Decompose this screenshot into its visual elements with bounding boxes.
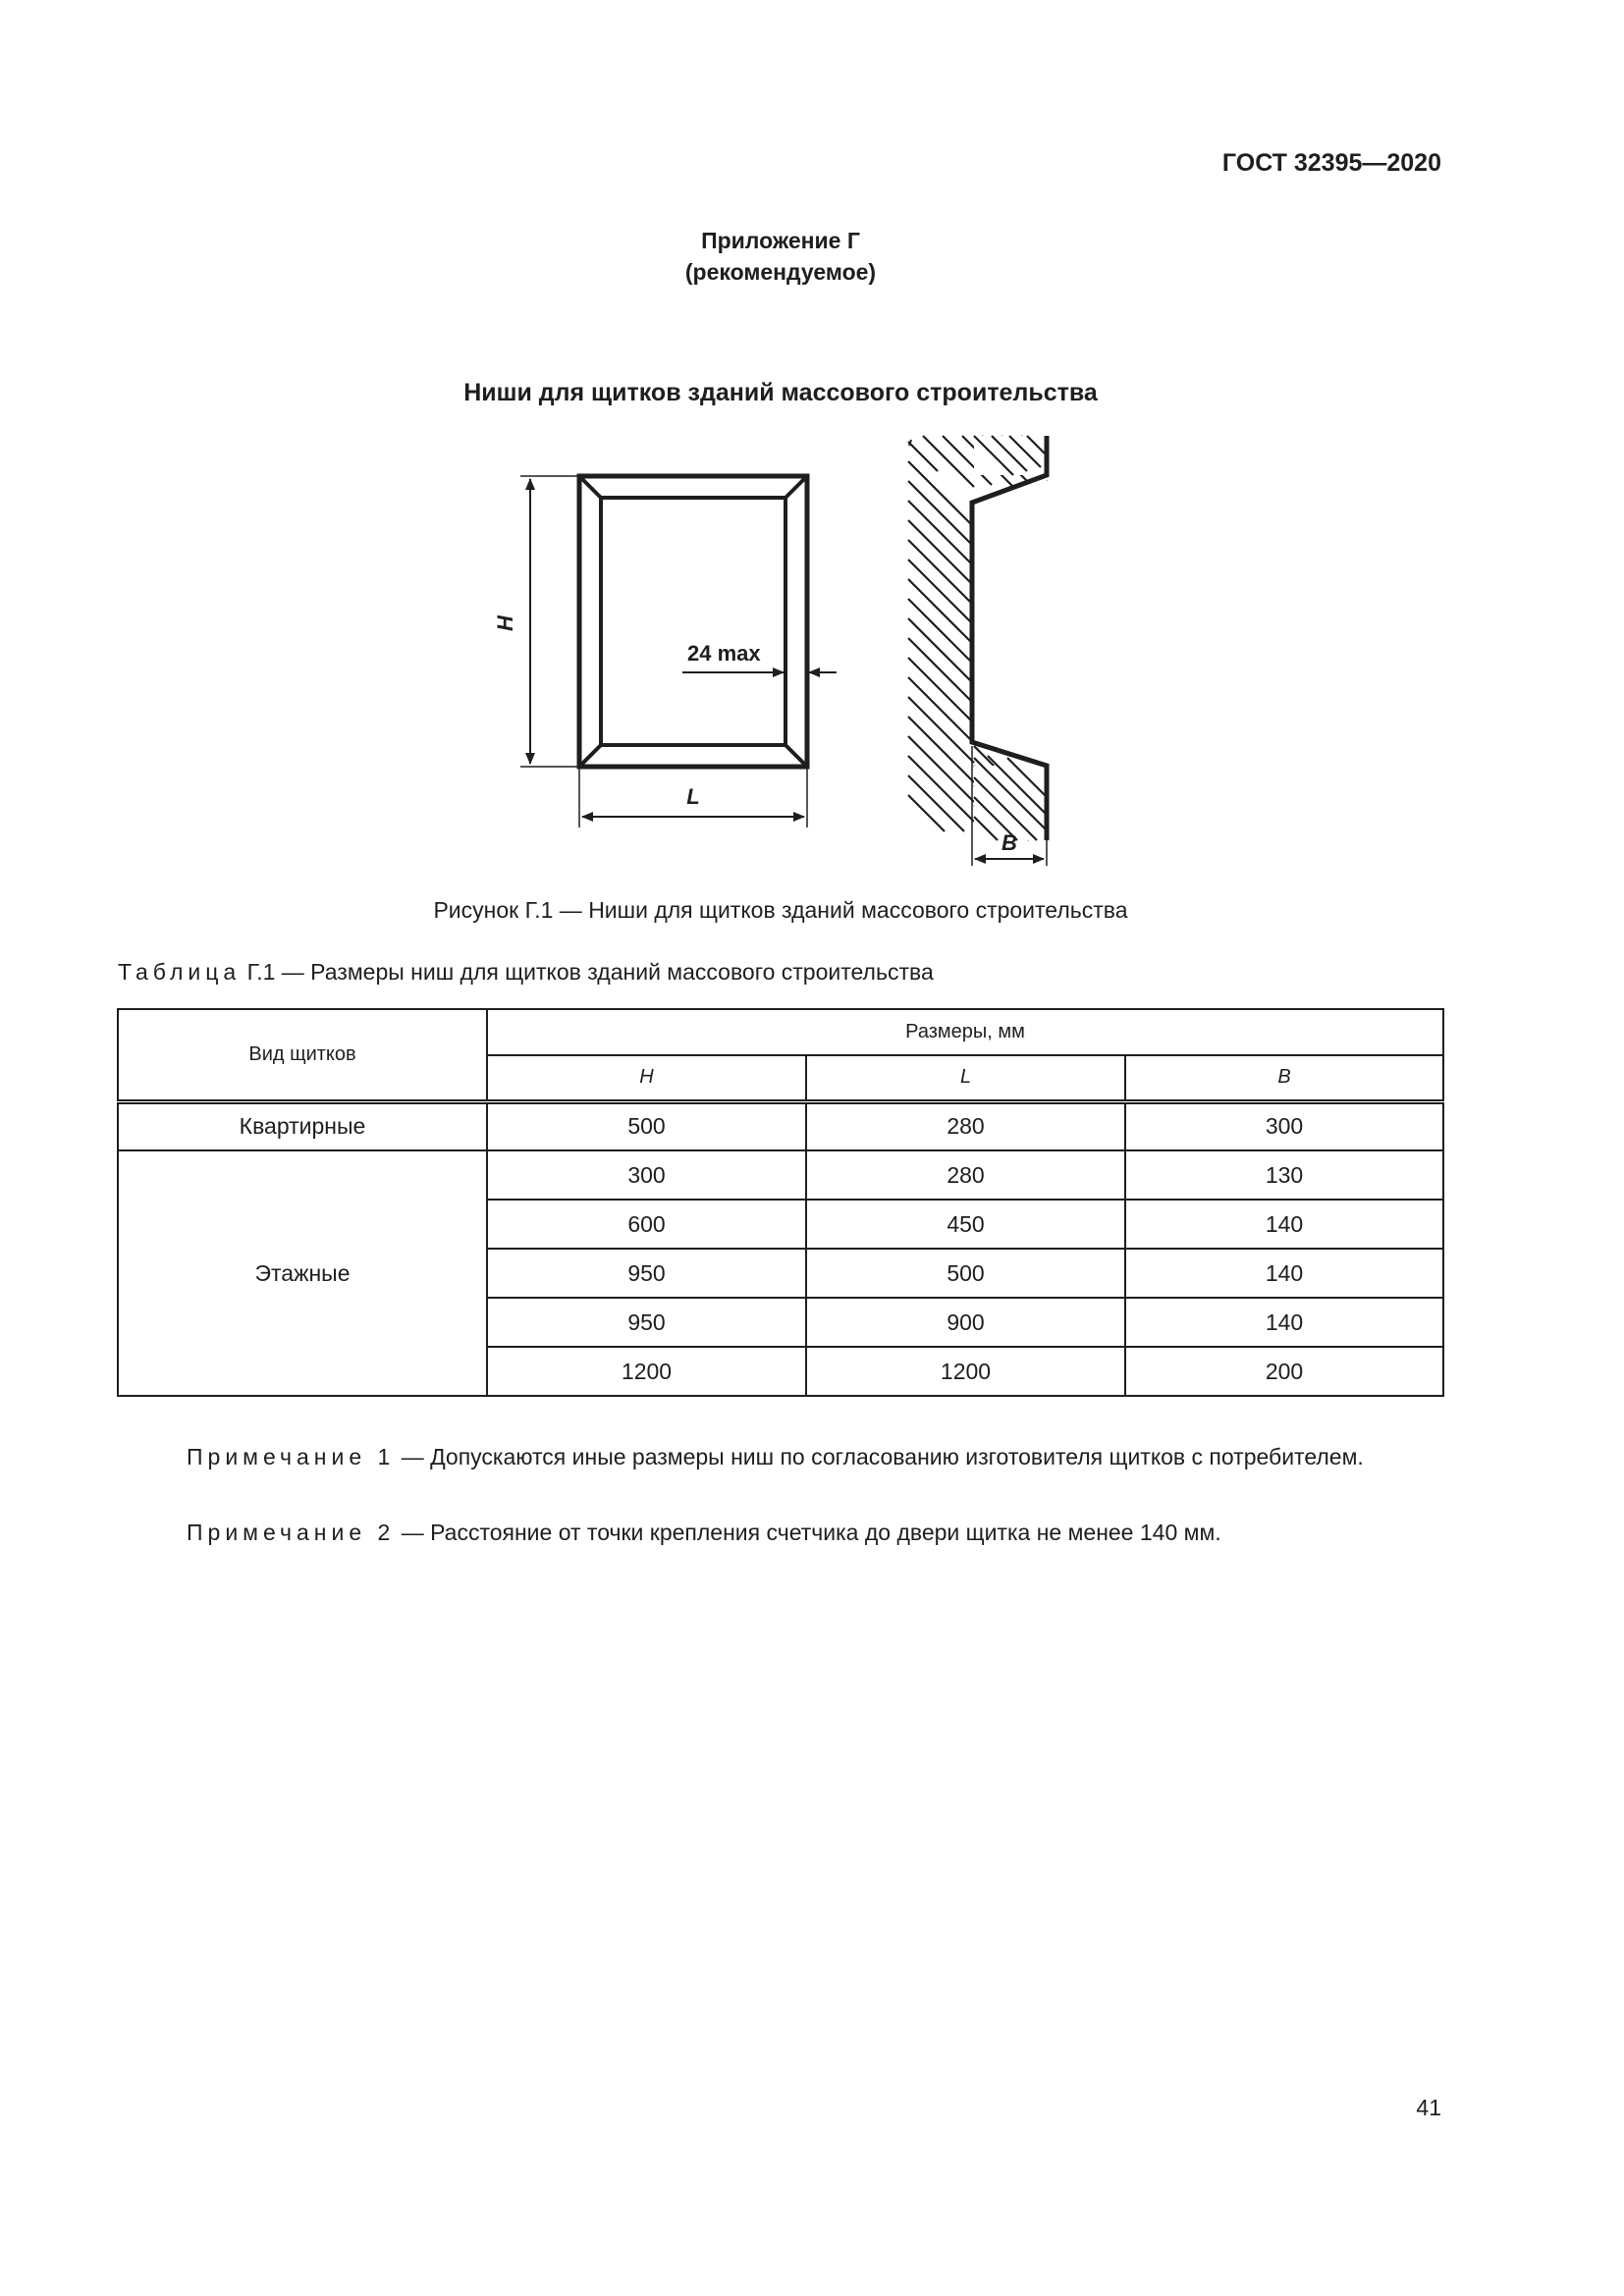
header-sizes: Размеры, мм xyxy=(487,1009,1443,1055)
header-kind: Вид щитков xyxy=(118,1009,487,1101)
cell-b: 200 xyxy=(1125,1347,1443,1396)
niche-outer-frame xyxy=(579,476,807,767)
header-b: B xyxy=(1125,1055,1443,1101)
note-2 xyxy=(118,1517,1443,1549)
note-2-text: — Расстояние от точки крепления счетчика до двери щитка не менее 140 мм. xyxy=(395,1520,1221,1545)
cell-h: 1200 xyxy=(487,1347,806,1396)
header-l: L xyxy=(806,1055,1125,1101)
label-h: H xyxy=(493,615,517,631)
cell-b: 300 xyxy=(1125,1101,1443,1150)
header-h: H xyxy=(487,1055,806,1101)
cell-l: 280 xyxy=(806,1150,1125,1200)
cell-b: 140 xyxy=(1125,1200,1443,1249)
cell-h: 500 xyxy=(487,1101,806,1150)
table-caption xyxy=(118,959,934,986)
table-caption-label: Таблица xyxy=(118,959,242,985)
front-view xyxy=(520,476,837,828)
page-number: 41 xyxy=(1416,2095,1441,2120)
kind-floor: Этажные xyxy=(118,1150,487,1396)
note-1-text: — Допускаются иные размеры ниш по согласованию изготовителя щитков с потребителем. xyxy=(395,1444,1364,1469)
niche-inner-frame xyxy=(601,498,785,745)
figure-caption: Рисунок Г.1 — Ниши для щитков зданий массового строительства xyxy=(433,897,1128,923)
label-24-max: 24 max xyxy=(687,641,761,666)
side-view xyxy=(908,436,1047,866)
cell-h: 950 xyxy=(487,1298,806,1347)
table-caption-text: Г.1 — Размеры ниш для щитков зданий массового строительства xyxy=(241,959,934,985)
kind-apartment: Квартирные xyxy=(118,1101,487,1150)
cell-b: 130 xyxy=(1125,1150,1443,1200)
table-row xyxy=(118,1101,1443,1150)
appendix-subtitle: (рекомендуемое) xyxy=(684,259,877,285)
cell-h: 300 xyxy=(487,1150,806,1200)
cell-h: 950 xyxy=(487,1249,806,1298)
note-1-label: Примечание 1 xyxy=(187,1444,396,1469)
table-header-row xyxy=(118,1009,1443,1055)
cell-l: 450 xyxy=(806,1200,1125,1249)
label-l: L xyxy=(686,784,700,809)
note-2-label: Примечание 2 xyxy=(187,1520,396,1545)
niche-figure xyxy=(491,422,1080,874)
note-1 xyxy=(118,1441,1443,1473)
section-heading: Ниши для щитков зданий массового строительства xyxy=(463,379,1098,406)
standard-designation: ГОСТ 32395—2020 xyxy=(1221,149,1441,177)
dimensions-table xyxy=(117,1008,1444,1397)
cell-h: 600 xyxy=(487,1200,806,1249)
cell-l: 280 xyxy=(806,1101,1125,1150)
label-b: B xyxy=(1001,830,1017,855)
cell-b: 140 xyxy=(1125,1249,1443,1298)
cell-b: 140 xyxy=(1125,1298,1443,1347)
cell-l: 500 xyxy=(806,1249,1125,1298)
table-row xyxy=(118,1150,1443,1200)
appendix-title: Приложение Г xyxy=(701,228,860,253)
cell-l: 1200 xyxy=(806,1347,1125,1396)
cell-l: 900 xyxy=(806,1298,1125,1347)
